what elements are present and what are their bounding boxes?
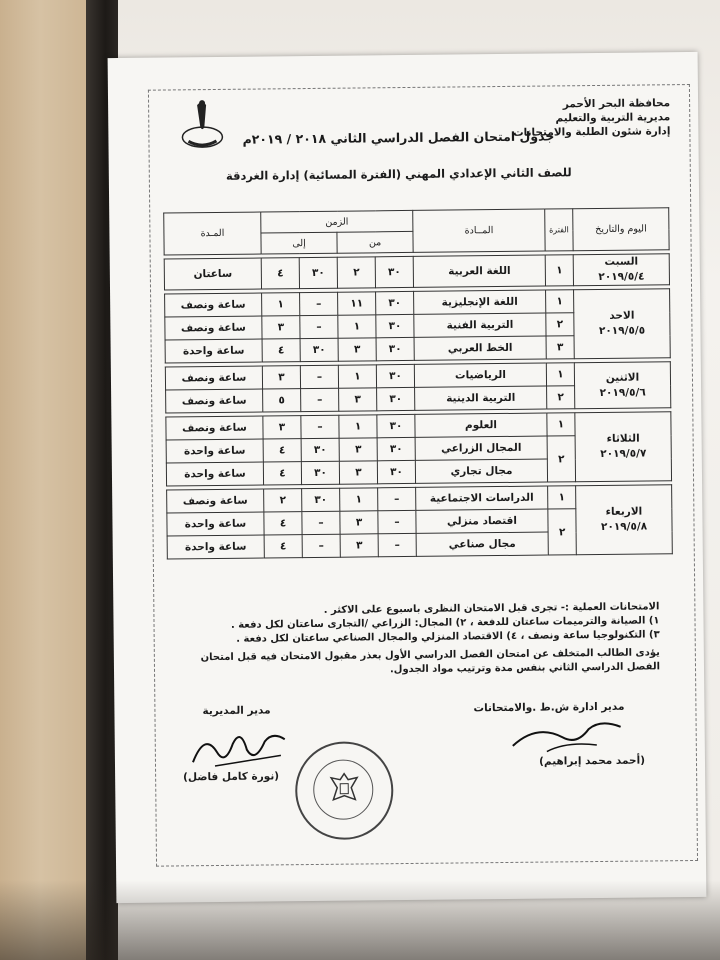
admin-signature-icon	[507, 715, 627, 758]
day-date: ٢٠١٩/٥/٥	[598, 324, 646, 337]
to-minutes: ٣٠	[301, 438, 339, 461]
header-time: الزمن	[261, 210, 413, 233]
from-hour: ٣	[339, 388, 377, 411]
period-cell: ١	[547, 413, 575, 436]
subject-cell: مجال تجاري	[415, 459, 547, 483]
subject-cell: المجال الزراعي	[415, 436, 547, 460]
to-minutes: –	[300, 365, 338, 388]
from-hour: ١١	[338, 292, 376, 315]
to-hour: ٤	[261, 258, 299, 289]
note-line: يؤدى الطالب المتخلف عن امتحان الفصل الدراسي الأول بعذر مقبول الامتحان فيه قبل امتحان	[200, 647, 660, 664]
header-duration: المـدة	[164, 212, 261, 255]
day-name: السبت	[604, 255, 639, 268]
to-hour: ٤	[263, 439, 301, 462]
eagle-emblem-icon	[327, 769, 361, 809]
from-minutes: ٣٠	[375, 256, 413, 287]
period-cell: ٢	[547, 436, 575, 482]
table-header-row	[164, 208, 669, 234]
note-line: ٣) التكنولوجيا ساعة ونصف ، ٤) الاقتصاد المنزلي والمجال الصناعي ساعتان لكل دفعة .	[236, 629, 660, 645]
header-line-1: محافظة البحر الأحمر	[562, 97, 671, 111]
day-date: ٢٠١٩/٥/٦	[599, 385, 646, 399]
directorate-manager-name: (نورة كامل فاضل)	[183, 770, 280, 784]
to-hour: ٤	[264, 512, 302, 535]
day-name: الثلاثاء	[606, 432, 640, 445]
subject-cell: الدراسات الاجتماعية	[416, 486, 548, 510]
duration-cell: ساعة ونصف	[165, 316, 262, 340]
subject-cell: التربية الفنية	[414, 313, 546, 337]
from-minutes: –	[378, 487, 416, 510]
to-minutes: ٣٠	[299, 257, 337, 288]
from-hour: ١	[340, 488, 378, 511]
from-minutes: –	[378, 510, 416, 533]
subject-cell: الخط العربي	[414, 336, 546, 360]
day-name: الاربعاء	[605, 505, 643, 518]
period-cell: ١	[546, 363, 574, 386]
bottom-shadow	[0, 880, 720, 960]
day-cell	[574, 362, 670, 409]
header-subject: المــادة	[413, 209, 545, 252]
manager-signature-icon	[185, 721, 296, 772]
from-hour: ٢	[337, 257, 375, 288]
to-hour: ١	[262, 293, 300, 316]
from-minutes: ٣٠	[376, 364, 414, 387]
from-hour: ١	[339, 415, 377, 438]
to-minutes: –	[300, 292, 338, 315]
document-title: جدول امتحان الفصل الدراسي الثاني ٢٠١٨ / ٢٠١٩م	[242, 128, 555, 147]
day-date: ٢٠١٩/٥/٧	[600, 447, 647, 460]
duration-cell: ساعة ونصف	[165, 366, 262, 390]
from-minutes: ٣٠	[377, 387, 415, 410]
note-line: الفصل الدراسي الثاني بنفس مدة وترتيب مواد الجدول.	[389, 661, 661, 676]
from-hour: ٣	[339, 438, 377, 461]
from-minutes: ٣٠	[376, 314, 414, 337]
subject-cell: اللغة العربية	[413, 255, 545, 287]
day-cell	[573, 254, 669, 286]
header-to: إلى	[261, 232, 337, 254]
day-name: الاثنين	[605, 371, 640, 384]
to-hour: ٢	[264, 489, 302, 512]
duration-cell: ساعة واحدة	[166, 462, 263, 486]
day-date: ٢٠١٩/٥/٨	[600, 520, 648, 533]
header-line-2: مديرية التربية والتعليم	[555, 111, 671, 125]
admin-manager-name: (أحمد محمد إبراهيم)	[539, 754, 646, 768]
to-hour: ٣	[262, 366, 300, 389]
table-row	[165, 289, 670, 317]
to-hour: ٥	[263, 389, 301, 412]
to-minutes: –	[300, 315, 338, 338]
from-hour: ٣	[340, 511, 378, 534]
to-minutes: ٣٠	[302, 488, 340, 511]
to-hour: ٣	[262, 316, 300, 339]
period-cell: ٢	[547, 386, 575, 409]
to-minutes: –	[302, 511, 340, 534]
from-hour: ٣	[340, 534, 378, 557]
document-subtitle: للصف الثاني الإعدادي المهني (الفترة المسائية) إدارة الغردقة	[225, 165, 572, 183]
to-hour: ٤	[264, 535, 302, 558]
to-hour: ٤	[262, 339, 300, 362]
to-minutes: –	[301, 388, 339, 411]
duration-cell: ساعة واحدة	[166, 439, 263, 463]
from-hour: ٣	[339, 461, 377, 484]
period-cell: ٢	[548, 509, 576, 555]
period-cell: ٢	[546, 313, 574, 336]
to-minutes: –	[302, 534, 340, 557]
directorate-manager-title: مدير المديرية	[202, 704, 271, 718]
day-cell	[576, 485, 673, 555]
header-line-3: إدارة شئون الطلبة والامتحانات	[512, 125, 671, 139]
subject-cell: الرياضيات	[414, 363, 546, 387]
subject-cell: العلوم	[415, 413, 547, 437]
subject-cell: مجال صناعي	[416, 532, 548, 556]
duration-cell: ساعة ونصف	[165, 293, 262, 317]
exam-notes	[200, 600, 660, 679]
duration-cell: ساعة ونصف	[166, 389, 263, 413]
period-cell: ٣	[546, 336, 574, 359]
from-minutes: ٣٠	[376, 291, 414, 314]
to-minutes: –	[301, 415, 339, 438]
day-name: الاحد	[609, 309, 635, 322]
from-minutes: –	[378, 533, 416, 556]
to-minutes: ٣٠	[301, 461, 339, 484]
table-row	[167, 485, 672, 513]
subject-cell: التربية الدينية	[415, 386, 547, 410]
period-cell: ١	[546, 290, 574, 313]
to-minutes: ٣٠	[300, 338, 338, 361]
table-row	[165, 362, 670, 390]
duration-cell: ساعة واحدة	[165, 339, 262, 363]
note-line: ١) الصيانة والترميمات ساعتان للدفعة ، ٢) المجال: الزراعي /التجارى ساعتان لكل دفعة .	[230, 615, 660, 631]
from-minutes: ٣٠	[376, 337, 414, 360]
from-minutes: ٣٠	[377, 437, 415, 460]
from-hour: ٣	[338, 338, 376, 361]
to-hour: ٣	[263, 416, 301, 439]
subject-cell: اقتصاد منزلي	[416, 509, 548, 533]
duration-cell: ساعة واحدة	[167, 535, 264, 559]
from-minutes: ٣٠	[377, 414, 415, 437]
header-from: من	[337, 231, 413, 253]
period-cell: ١	[545, 255, 573, 286]
official-stamp	[295, 741, 394, 840]
header-day-date: اليوم والتاريخ	[573, 208, 669, 251]
exam-schedule-paper	[108, 52, 707, 903]
header-period: الفترة	[545, 209, 573, 251]
to-hour: ٤	[263, 462, 301, 485]
from-hour: ١	[338, 365, 376, 388]
day-cell	[575, 412, 672, 482]
admin-manager-title: مدير ادارة ش.ط .والامتحانات	[473, 700, 625, 715]
subject-cell: اللغة الإنجليزية	[414, 290, 546, 314]
from-minutes: ٣٠	[377, 460, 415, 483]
note-line: الامتحانات العملية :- تجرى قبل الامتحان النظرى باسبوع على الاكثر .	[323, 601, 660, 616]
from-hour: ١	[338, 315, 376, 338]
day-date: ٢٠١٩/٥/٤	[598, 270, 645, 283]
duration-cell: ساعة واحدة	[167, 512, 264, 536]
table-row	[166, 412, 671, 440]
exam-schedule-table	[163, 207, 673, 559]
day-cell	[574, 289, 671, 359]
duration-cell: ساعة ونصف	[166, 416, 263, 440]
duration-cell: ساعة ونصف	[167, 489, 264, 513]
duration-cell: ساعتان	[164, 258, 261, 290]
period-cell: ١	[548, 486, 576, 509]
